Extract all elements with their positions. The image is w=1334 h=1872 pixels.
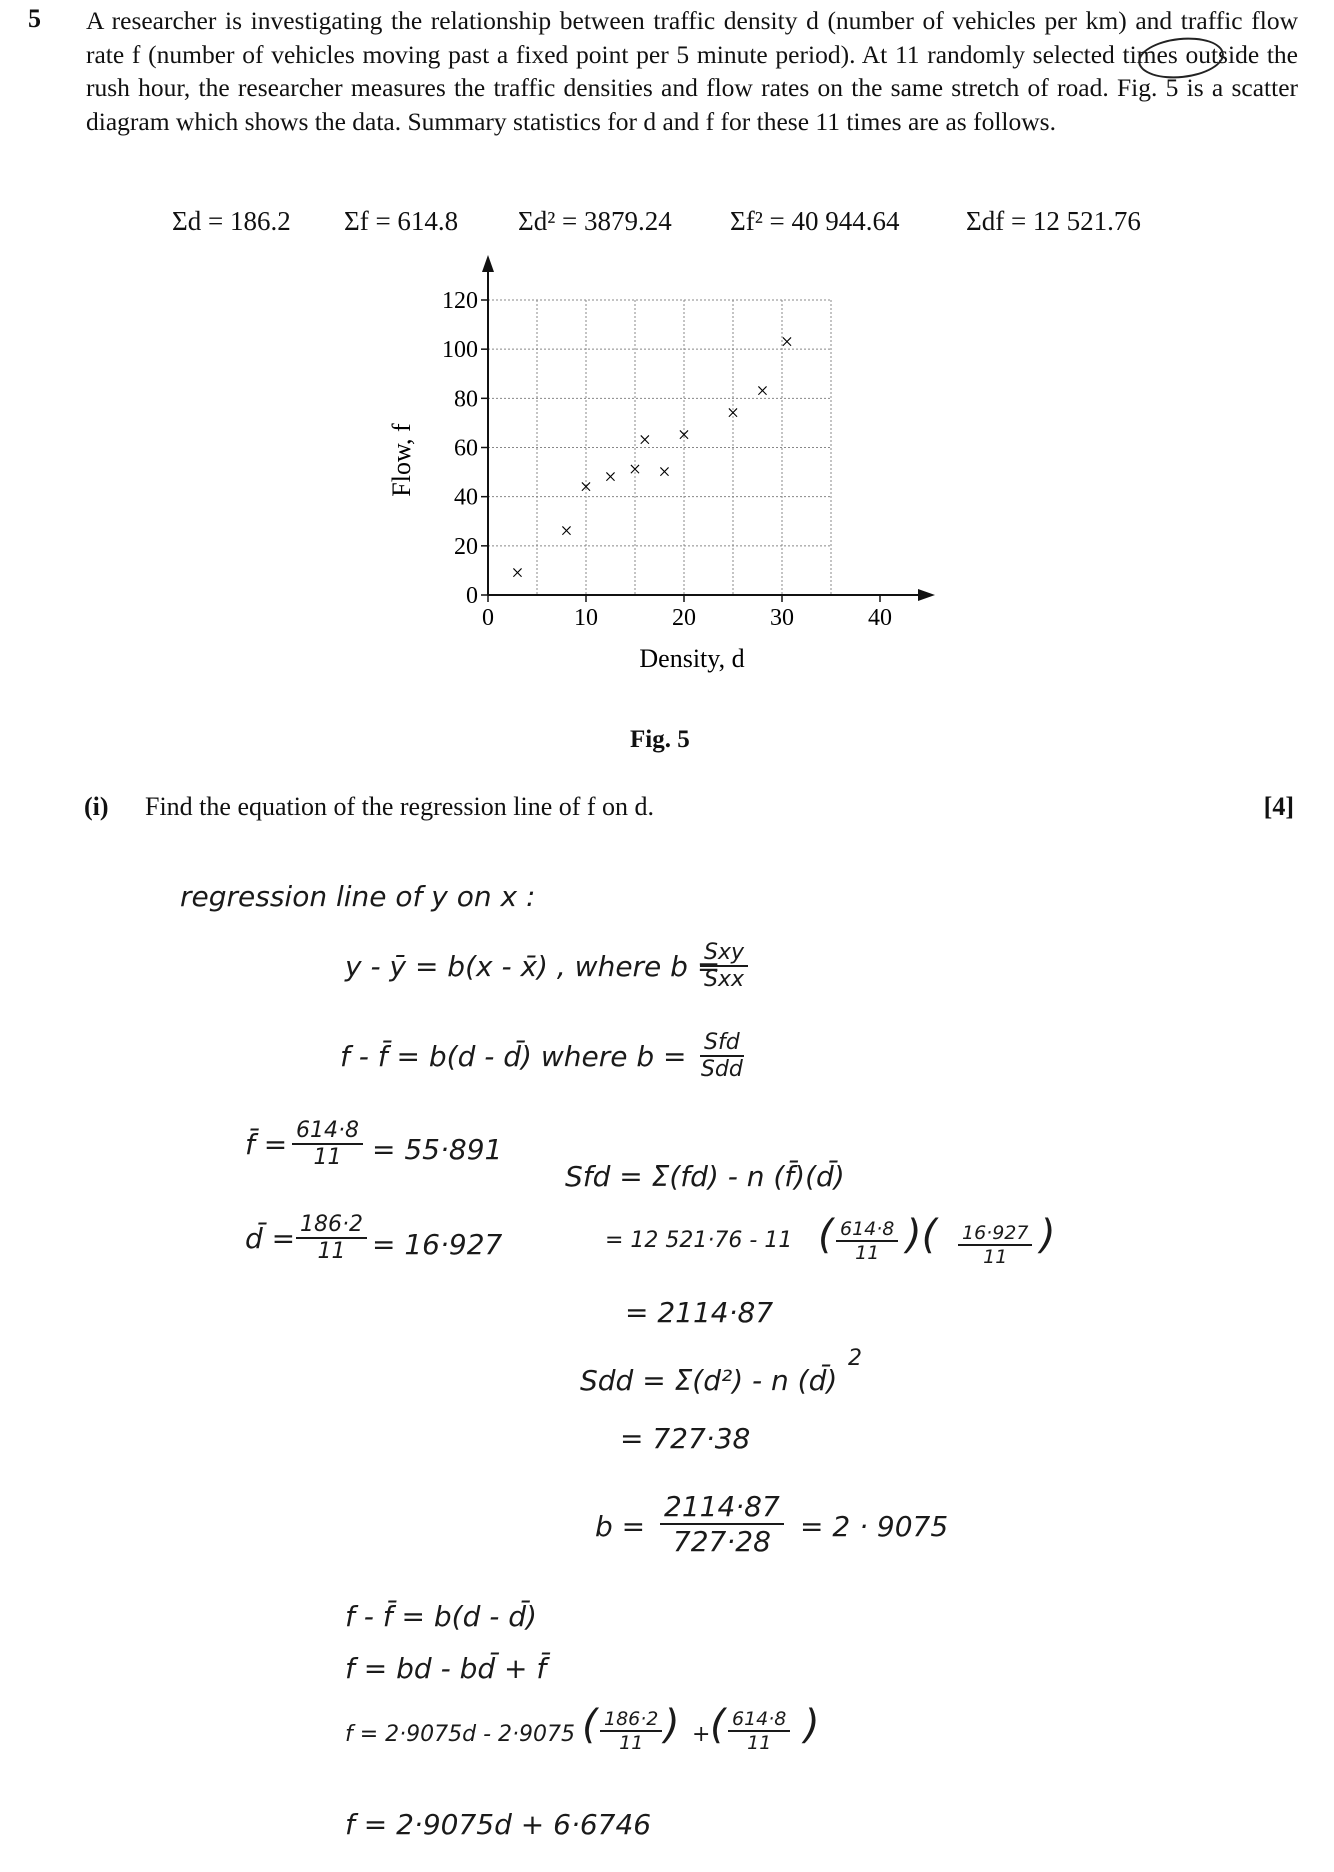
- x-axis-label: Density, d: [639, 644, 745, 673]
- x-axis-arrow: [918, 589, 935, 601]
- x-tick-label: 10: [574, 605, 598, 631]
- final-equation: f = 2·9075d + 6·6746: [345, 1808, 652, 1841]
- sfd-result: = 2114·87: [625, 1296, 774, 1329]
- step3-plus: +: [692, 1722, 711, 1747]
- sfd-definition: Sfd = Σ(fd) - n (f̄)(d̄): [565, 1160, 845, 1193]
- dbar-numerator: 186·2: [296, 1212, 367, 1239]
- fbar-fraction: [292, 1118, 363, 1170]
- sfd-f1-denominator: 11: [855, 1242, 880, 1264]
- part-i-marks: [4]: [1263, 792, 1294, 821]
- fbar-value: = 55·891: [372, 1133, 503, 1166]
- b-specific-fraction: [700, 1030, 744, 1082]
- scatter-chart: [360, 255, 960, 695]
- data-point: ×: [579, 473, 593, 499]
- b-general-fraction: [700, 940, 748, 992]
- data-point: ×: [726, 400, 740, 426]
- step3-paren2-open: (: [710, 1702, 726, 1748]
- dbar-value: = 16·927: [372, 1228, 503, 1261]
- fbar-lhs: f̄ =: [245, 1128, 288, 1161]
- step3-f1-denominator: 11: [619, 1732, 644, 1754]
- sxx-label: Sxx: [704, 967, 745, 992]
- y-axis-label: Flow, f: [387, 423, 416, 497]
- y-tick-label: 100: [442, 337, 478, 364]
- stat-sum-d: Σd = 186.2: [172, 206, 291, 236]
- sdd-label: Sdd: [700, 1057, 743, 1082]
- sfd-f1-numerator: 614·8: [836, 1218, 898, 1242]
- sfd-label: Sfd: [700, 1030, 744, 1057]
- stat-sum-d2: Σd² = 3879.24: [518, 206, 672, 236]
- chart-points: [511, 329, 793, 585]
- part-i-label: (i): [84, 792, 109, 821]
- sxy-label: Sxy: [700, 940, 748, 967]
- step3-paren-open: (: [582, 1702, 598, 1748]
- data-point: ×: [628, 456, 642, 482]
- sdd-result: = 727·38: [620, 1422, 751, 1455]
- step3-paren-close: ): [664, 1702, 680, 1748]
- paren-mid: )(: [906, 1212, 938, 1258]
- b-value: = 2 · 9075: [800, 1510, 949, 1543]
- y-axis-arrow: [482, 255, 494, 272]
- sfd-substitution: = 12 521·76 - 11: [605, 1228, 793, 1253]
- chart-axes: [482, 255, 935, 601]
- sdd-squared: 2: [848, 1346, 862, 1371]
- step3-f1-numerator: 186·2: [600, 1708, 662, 1732]
- step-1: f - f̄ = b(d - d̄): [345, 1600, 537, 1633]
- sdd-definition: Sdd = Σ(d²) - n (d̄): [580, 1364, 838, 1397]
- figure-caption: Fig. 5: [630, 726, 690, 753]
- data-point: ×: [604, 464, 617, 489]
- dbar-fraction: [296, 1212, 367, 1264]
- stat-sum-df: Σdf = 12 521.76: [966, 206, 1141, 236]
- y-tick-label: 120: [442, 288, 478, 314]
- step3-fraction-1: [600, 1708, 662, 1754]
- y-tick-label: 40: [454, 484, 478, 511]
- question-number: 5: [28, 4, 41, 33]
- chart-grid: [488, 300, 831, 595]
- x-tick-label: 20: [672, 605, 696, 631]
- stat-sum-f: Σf = 614.8: [344, 206, 459, 236]
- working-heading: regression line of y on x :: [180, 880, 536, 913]
- b-lhs: b =: [595, 1510, 646, 1543]
- sfd-fraction-1: [836, 1218, 898, 1264]
- fbar-numerator: 614·8: [292, 1118, 363, 1145]
- paren-open: (: [818, 1212, 834, 1258]
- data-point: ×: [780, 328, 794, 354]
- b-denominator: 727·28: [672, 1525, 771, 1558]
- sfd-f2-numerator: 16·927: [958, 1222, 1032, 1246]
- y-tick-label: 0: [466, 583, 478, 609]
- step3-f2-denominator: 11: [747, 1732, 772, 1754]
- b-fraction: [660, 1490, 784, 1558]
- b-numerator: 2114·87: [660, 1490, 784, 1525]
- data-point: ×: [560, 518, 573, 544]
- data-point: ×: [658, 459, 671, 485]
- x-tick-label: 40: [868, 605, 892, 631]
- paren-close: ): [1040, 1212, 1056, 1258]
- x-tick-label: 30: [770, 605, 794, 631]
- y-tick-label: 20: [454, 533, 478, 560]
- step3-fraction-2: [728, 1708, 790, 1754]
- general-regression-eq: y - ȳ = b(x - x̄) , where b =: [345, 950, 721, 983]
- x-tick-label: 0: [482, 605, 494, 631]
- stat-sum-f2: Σf² = 40 944.64: [730, 206, 900, 236]
- step3-f2-numerator: 614·8: [728, 1708, 790, 1732]
- data-point: ×: [511, 559, 524, 585]
- part-i-text: Find the equation of the regression line of f on d.: [145, 792, 655, 821]
- sfd-fraction-2: [958, 1222, 1032, 1268]
- data-point: ×: [677, 422, 691, 448]
- question-intro: A researcher is investigating the relationship between traffic density d (number of vehicles per km) and traffic flow rate f (number of vehicles moving past a fixed point per 5 minute period). At 11 randomly selected times outside the rush hour, the researcher measures the traffic densities and flow rates on the same stretch of road. Fig. 5 is a scatter diagram which shows the data. Summary statistics for d and f for these 11 times are as follows.: [86, 6, 1298, 136]
- specific-regression-eq: f - f̄ = b(d - d̄) where b =: [340, 1040, 687, 1073]
- step3-paren2-close: ): [804, 1702, 820, 1748]
- data-point: ×: [638, 427, 652, 453]
- data-point: ×: [756, 377, 769, 403]
- y-tick-label: 80: [454, 386, 478, 413]
- dbar-denominator: 11: [317, 1239, 346, 1264]
- step-3: f = 2·9075d - 2·9075: [345, 1722, 576, 1747]
- step-2: f = bd - bd̄ + f̄: [345, 1652, 547, 1685]
- sfd-f2-denominator: 11: [983, 1246, 1008, 1268]
- y-tick-label: 60: [454, 435, 478, 462]
- dbar-lhs: d̄ =: [245, 1222, 296, 1255]
- fbar-denominator: 11: [313, 1145, 342, 1170]
